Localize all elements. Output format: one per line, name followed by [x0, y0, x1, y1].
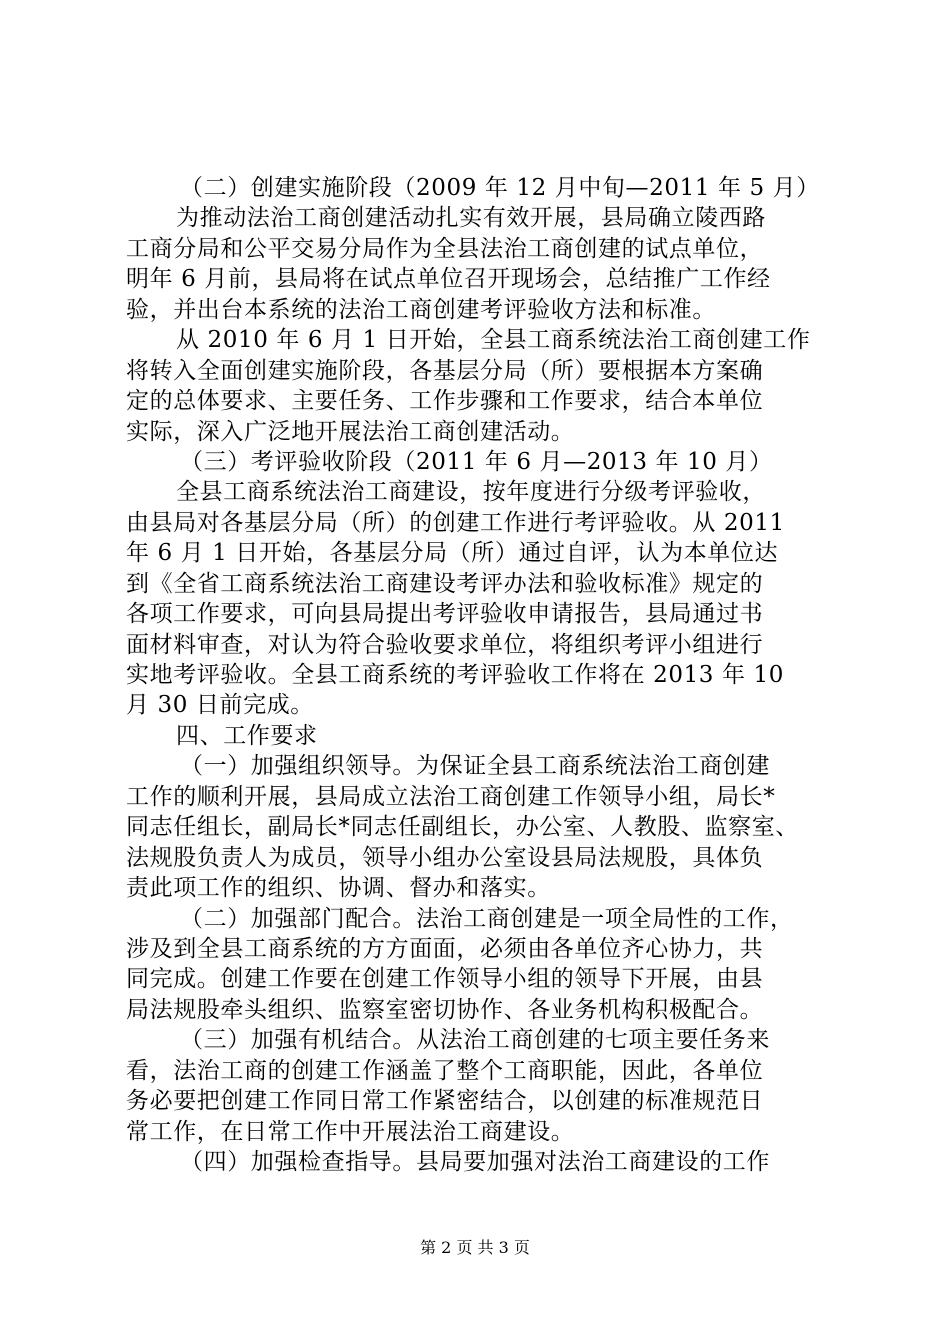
paragraph-line: （二）加强部门配合。法治工商创建是一项全局性的工作， [180, 906, 794, 932]
paragraph-line: 责此项工作的组织、协调、督办和落实。 [126, 875, 551, 901]
paragraph-line: 各项工作要求，可向县局提出考评验收申请报告，县局通过书 [126, 601, 764, 627]
paragraph-line: 涉及到全县工商系统的方方面面，必须由各单位齐心协力，共 [126, 936, 764, 962]
paragraph-line: 实地考评验收。全县工商系统的考评验收工作将在 2013 年 10 [126, 662, 784, 688]
paragraph-line: 面材料审查，对认为符合验收要求单位，将组织考评小组进行 [126, 632, 764, 658]
paragraph-line: 明年 6 月前，县局将在试点单位召开现场会，总结推广工作经 [126, 266, 771, 292]
paragraph-line: 月 30 日前完成。 [126, 692, 314, 718]
paragraph-line: （四）加强检查指导。县局要加强对法治工商建设的工作 [180, 1149, 770, 1175]
paragraph-line: 全县工商系统法治工商建设，按年度进行分级考评验收， [176, 479, 766, 505]
paragraph-line: 常工作，在日常工作中开展法治工商建设。 [126, 1119, 575, 1145]
paragraph-line: （一）加强组织领导。为保证全县工商系统法治工商创建 [180, 753, 770, 779]
paragraph-line: 同志任组长，副局长*同志任副组长，办公室、人教股、监察室、 [126, 814, 799, 840]
paragraph-line: 验，并出台本系统的法治工商创建考评验收方法和标准。 [126, 297, 716, 323]
paragraph-line: 由县局对各基层分局（所）的创建工作进行考评验收。从 2011 [126, 510, 785, 536]
section-heading: 四、工作要求 [176, 723, 318, 749]
paragraph-line: 年 6 月 1 日开始，各基层分局（所）通过自评，认为本单位达 [126, 540, 779, 566]
paragraph-line: 工商分局和公平交易分局作为全县法治工商创建的试点单位， [126, 236, 764, 262]
paragraph-line: （二）创建实施阶段（2009 年 12 月中旬—2011 年 5 月） [180, 175, 820, 201]
paragraph-line: 工作的顺利开展，县局成立法治工商创建工作领导小组，局长* [126, 784, 776, 810]
paragraph-line: 为推动法治工商创建活动扎实有效开展，县局确立陵西路 [176, 205, 766, 231]
paragraph-line: 同完成。创建工作要在创建工作领导小组的领导下开展，由县 [126, 966, 764, 992]
paragraph-line: 定的总体要求、主要任务、工作步骤和工作要求，结合本单位 [126, 388, 764, 414]
paragraph-line: 务必要把创建工作同日常工作紧密结合，以创建的标准规范日 [126, 1088, 764, 1114]
paragraph-line: （三）考评验收阶段（2011 年 6 月—2013 年 10 月） [180, 449, 773, 475]
paragraph-line: 实际，深入广泛地开展法治工商创建活动。 [126, 419, 575, 445]
paragraph-line: 局法规股牵头组织、监察室密切协作、各业务机构积极配合。 [126, 997, 764, 1023]
paragraph-line: 将转入全面创建实施阶段，各基层分局（所）要根据本方案确 [126, 358, 764, 384]
paragraph-line: 法规股负责人为成员，领导小组办公室设县局法规股，具体负 [126, 845, 764, 871]
page-number-footer: 第 2 页 共 3 页 [420, 1238, 530, 1257]
paragraph-line: 到《全省工商系统法治工商建设考评办法和验收标准》规定的 [126, 571, 764, 597]
paragraph-line: （三）加强有机结合。从法治工商创建的七项主要任务来 [180, 1027, 770, 1053]
paragraph-line: 从 2010 年 6 月 1 日开始，全县工商系统法治工商创建工作 [176, 327, 811, 353]
paragraph-line: 看，法治工商的创建工作涵盖了整个工商职能，因此，各单位 [126, 1058, 764, 1084]
